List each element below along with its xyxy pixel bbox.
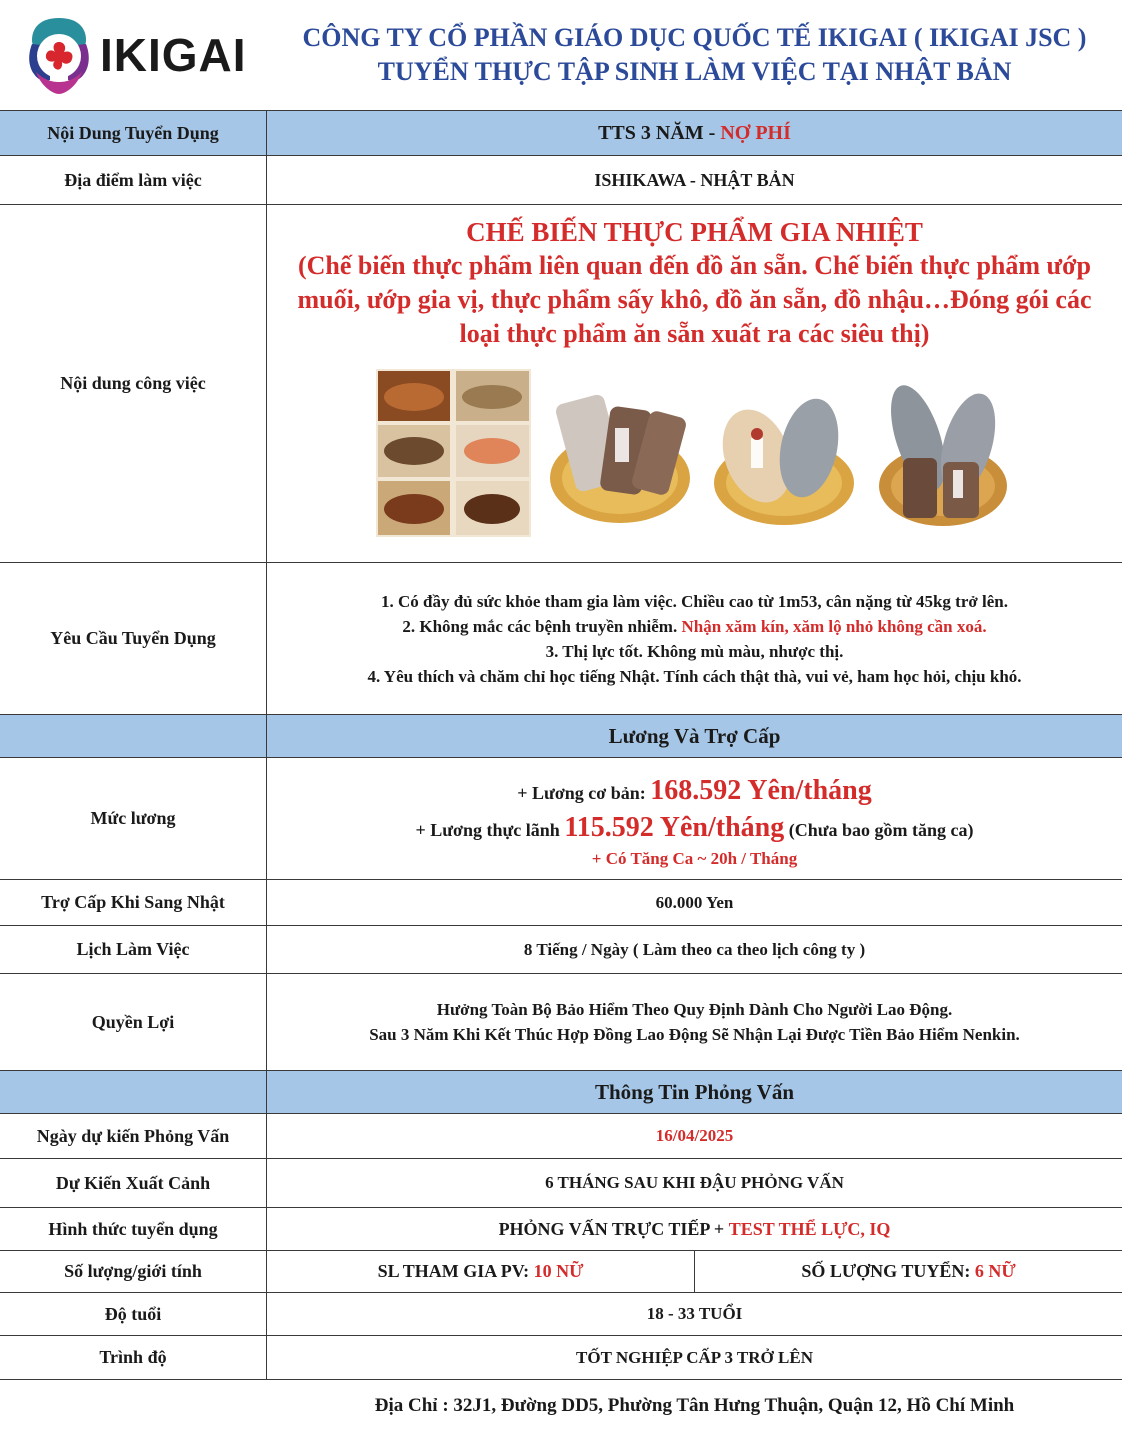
- benefits-value: [267, 974, 1122, 1070]
- job-label: Nội dung công việc: [0, 205, 267, 562]
- logo: [0, 0, 267, 110]
- salary-label: Mức lương: [0, 758, 267, 879]
- header: [0, 0, 1122, 111]
- salary-value: [267, 758, 1122, 879]
- ikigai-logo-icon: [26, 14, 92, 96]
- benefit-2: Sau 3 Năm Khi Kết Thúc Hợp Đồng Lao Động Sẽ Nhận Lại Được Tiền Bảo Hiểm Nenkin.: [369, 1025, 1020, 1044]
- location-value: ISHIKAWA - NHẬT BẢN: [594, 169, 795, 190]
- location-row: [0, 156, 1122, 205]
- interview-date-row: [0, 1114, 1122, 1159]
- address-text: Địa Chỉ : 32J1, Đường DD5, Phường Tân Hưng Thuận, Quận 12, Hồ Chí Minh: [374, 1395, 1015, 1416]
- job-value: [267, 205, 1122, 562]
- overtime-note: + Có Tăng Ca ~ 20h / Tháng: [591, 848, 798, 868]
- requirement-4: 4. Yêu thích và chăm chỉ học tiếng Nhật. Tính cách thật thà, vui vẻ, ham học hỏi, chịu khó.: [367, 666, 1022, 686]
- age-row: [0, 1293, 1122, 1336]
- method-row: [0, 1208, 1122, 1251]
- allowance-row: [0, 880, 1122, 926]
- quantity-label: Số lượng/giới tính: [0, 1251, 267, 1292]
- departure-value: 6 THÁNG SAU KHI ĐẬU PHỎNG VẤN: [545, 1173, 844, 1192]
- interview-section-title: Thông Tin Phỏng Vấn: [267, 1071, 1122, 1113]
- interview-section-row: [0, 1071, 1122, 1114]
- allowance-label: Trợ Cấp Khi Sang Nhật: [0, 880, 267, 925]
- hire-count: SỐ LƯỢNG TUYỂN: 6 NỮ: [801, 1261, 1016, 1281]
- departure-label: Dự Kiến Xuất Cảnh: [0, 1159, 267, 1207]
- headline: TUYỂN THỰC TẬP SINH LÀM VIỆC TẠI NHẬT BẢN: [377, 57, 1012, 86]
- requirements-label: Yêu Cầu Tuyển Dụng: [0, 563, 267, 714]
- logo-text: IKIGAI: [100, 29, 247, 81]
- dried-fish-basket-image: [873, 378, 1013, 528]
- cooked-fish-collage-image: [376, 369, 531, 537]
- age-value: 18 - 33 TUỔI: [646, 1304, 743, 1323]
- recruit-row: [0, 111, 1122, 156]
- dried-fish-basket-image: [709, 378, 859, 528]
- quantity-value: [267, 1251, 1122, 1292]
- schedule-label: Lịch Làm Việc: [0, 926, 267, 973]
- method-label: Hình thức tuyển dụng: [0, 1208, 267, 1250]
- location-label: Địa điểm làm việc: [0, 156, 267, 204]
- fee-text: NỢ PHÍ: [720, 121, 791, 144]
- requirements-row: [0, 563, 1122, 715]
- program-separator: -: [703, 121, 721, 144]
- interview-date-value: 16/04/2025: [655, 1126, 734, 1145]
- recruit-label: Nội Dung Tuyển Dụng: [0, 111, 267, 155]
- dried-fish-basket-image: [545, 378, 695, 528]
- job-title: CHẾ BIẾN THỰC PHẨM GIA NHIỆT: [466, 217, 923, 247]
- program-text: TTS 3 NĂM: [598, 121, 704, 144]
- benefits-label: Quyền Lợi: [0, 974, 267, 1070]
- schedule-value: 8 Tiếng / Ngày ( Làm theo ca theo lịch công ty ): [523, 939, 866, 959]
- salary-section-row: [0, 715, 1122, 758]
- education-label: Trình độ: [0, 1336, 267, 1379]
- interview-section-spacer: [0, 1071, 267, 1113]
- departure-row: [0, 1159, 1122, 1208]
- benefits-row: [0, 974, 1122, 1071]
- recruit-value: [267, 111, 1122, 155]
- education-value: TỐT NGHIỆP CẤP 3 TRỞ LÊN: [576, 1347, 813, 1367]
- allowance-value: 60.000 Yen: [655, 892, 734, 912]
- age-label: Độ tuổi: [0, 1293, 267, 1335]
- salary-section-title: Lương Và Trợ Cấp: [267, 715, 1122, 757]
- product-photos: [376, 369, 1013, 537]
- requirement-2: 2. Không mắc các bệnh truyền nhiễm. Nhận xăm kín, xăm lộ nhỏ không cần xoá.: [402, 616, 987, 636]
- interview-count: SL THAM GIA PV: 10 NỮ: [267, 1251, 695, 1292]
- job-row: [0, 205, 1122, 563]
- address-row: [0, 1380, 1122, 1432]
- method-value: PHỎNG VẤN TRỰC TIẾP + TEST THỂ LỰC, IQ: [498, 1218, 891, 1239]
- requirement-3: 3. Thị lực tốt. Không mù màu, nhược thị.: [545, 641, 844, 661]
- company-name: CÔNG TY CỔ PHẦN GIÁO DỤC QUỐC TẾ IKIGAI ( IKIGAI JSC ): [302, 23, 1087, 52]
- title-block: [267, 0, 1122, 110]
- job-description: (Chế biến thực phẩm liên quan đến đồ ăn sẵn. Chế biến thực phẩm ướp muối, ướp gia vị, thực phẩm sấy khô, đồ ăn sẵn, đồ nhậu…Đóng gói các loại thực phẩm ăn sẵn xuất ra các siêu thị): [297, 251, 1092, 348]
- schedule-row: [0, 926, 1122, 974]
- quantity-row: [0, 1251, 1122, 1293]
- salary-section-spacer: [0, 715, 267, 757]
- education-row: [0, 1336, 1122, 1380]
- requirement-1: 1. Có đầy đủ sức khỏe tham gia làm việc. Chiều cao từ 1m53, cân nặng từ 45kg trở lên.: [381, 591, 1008, 611]
- benefit-1: Hưởng Toàn Bộ Bảo Hiểm Theo Quy Định Dành Cho Người Lao Động.: [436, 1000, 953, 1019]
- base-salary: + Lương cơ bản: 168.592 Yên/tháng: [517, 774, 872, 806]
- net-salary: + Lương thực lãnh 115.592 Yên/tháng (Chưa bao gồm tăng ca): [415, 811, 974, 843]
- address-spacer: [0, 1380, 267, 1432]
- requirements-value: [267, 563, 1122, 714]
- salary-row: [0, 758, 1122, 880]
- interview-date-label: Ngày dự kiến Phỏng Vấn: [0, 1114, 267, 1158]
